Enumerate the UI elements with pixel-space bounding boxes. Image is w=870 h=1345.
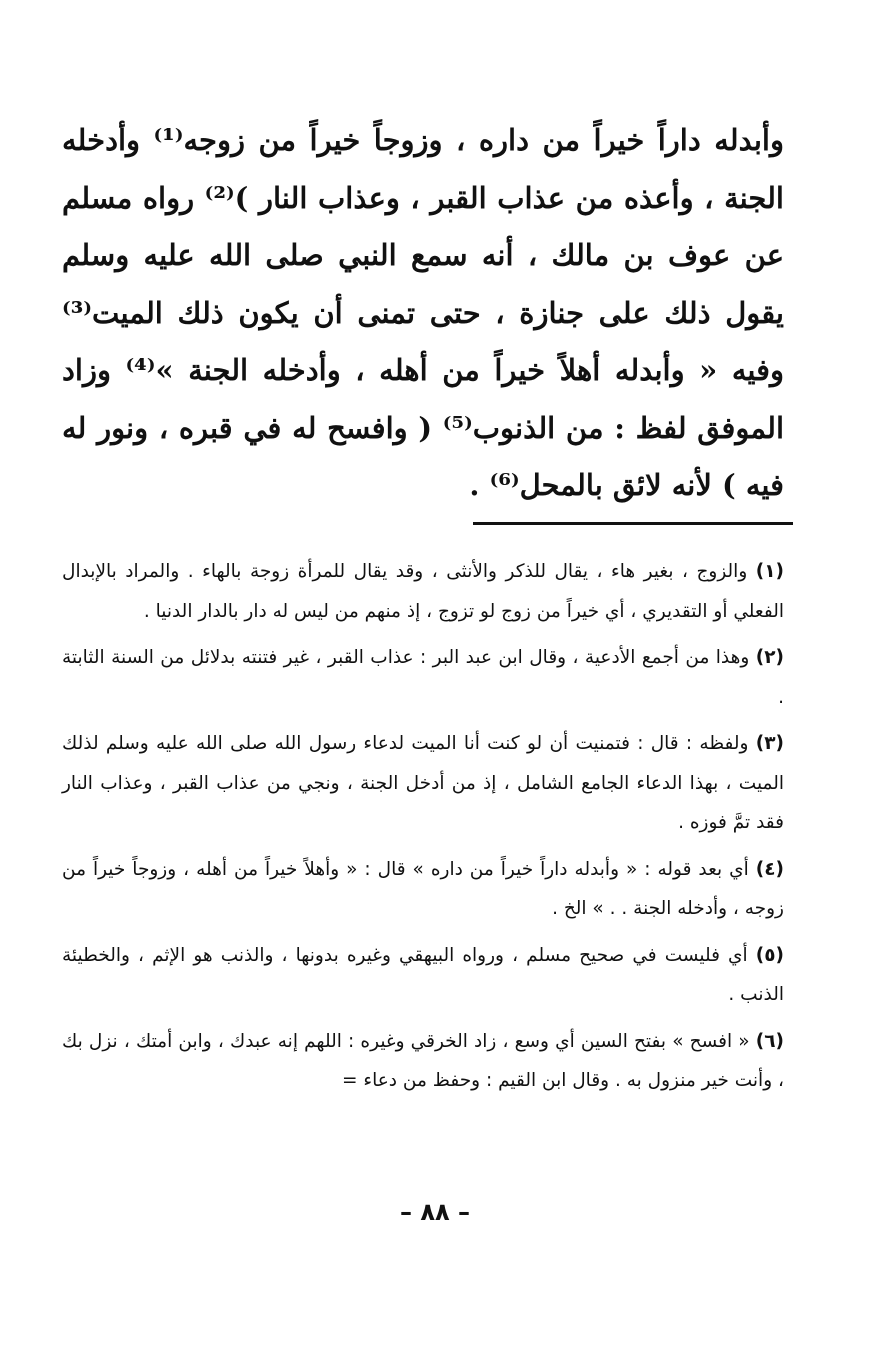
main-body-text [62,112,784,515]
footnote-2 [62,638,784,717]
footnote-6 [62,1022,784,1101]
footnote-5 [62,936,784,1015]
footnote-1 [62,552,784,631]
footnote-text: أي بعد قوله : « وأبدله داراً خيراً من داره » قال : « وأهلاً خيراً من أهله ، وزوجاً خيراً من زوجه ، وأدخله الجنة . . » الخ . [62,858,784,919]
footnote-text: ولفظه : قال : فتمنيت أن لو كنت أنا الميت لدعاء رسول الله صلى الله عليه وسلم لذلك الميت ، بهذا الدعاء الجامع الشامل ، إذ من أدخل الجنة ، ونجي من عذاب القبر ، وعذاب النار فقد تمَّ فوزه . [62,733,784,833]
footnote-number: (٦) [755,1030,784,1052]
footnote-text: والزوج ، بغير هاء ، يقال للذكر والأنثى ، وقد يقال للمرأة زوجة بالهاء . والمراد بالإبدال الفعلي أو التقديري ، أي خيراً من زوج لو تزوج ، إذ منهم من ليس له دار بالدار الدنيا . [62,561,784,622]
footnotes-section [62,552,784,1108]
footnote-text: أي فليست في صحيح مسلم ، ورواه البيهقي وغيره بدونها ، والذنب هو الإثم ، والخطيئة الذنب . [62,944,784,1005]
footnote-number: (٥) [755,944,784,966]
page-number: – ٨٨ – [399,1198,470,1226]
footnote-text: وهذا من أجمع الأدعية ، وقال ابن عبد البر : عذاب القبر ، غير فتنته بدلائل من السنة الثابتة . [62,647,784,708]
footnote-divider [473,522,793,525]
main-paragraph: وأبدله داراً خيراً من داره ، وزوجاً خيراً من زوجه⁽¹⁾ وأدخله الجنة ، وأعذه من عذاب القبر ، وعذاب النار )⁽²⁾ رواه مسلم عن عوف بن مالك ، أنه سمع النبي صلى الله عليه وسلم يقول ذلك على جنازة ، حتى تمنى أن يكون ذلك الميت⁽³⁾ وفيه « وأبدله أهلاً خيراً من أهله ، وأدخله الجنة »⁽⁴⁾ وزاد الموفق لفظ : من الذنوب⁽⁵⁾ ( وافسح له في قبره ، ونور له فيه ) لأنه لائق بالمحل⁽⁶⁾ . [62,123,784,502]
footnote-number: (٢) [755,647,784,668]
footnote-text: « افسح » بفتح السين أي وسع ، زاد الخرقي وغيره : اللهم إنه عبدك ، وابن أمتك ، نزل بك ، وأنت خير منزول به . وقال ابن القيم : وحفظ من دعاء = [62,1030,784,1091]
footnote-number: (١) [755,561,785,582]
footnote-4 [62,850,784,929]
footnote-number: (٣) [755,733,784,754]
footnote-number: (٤) [755,858,784,880]
footnote-3 [62,724,784,843]
